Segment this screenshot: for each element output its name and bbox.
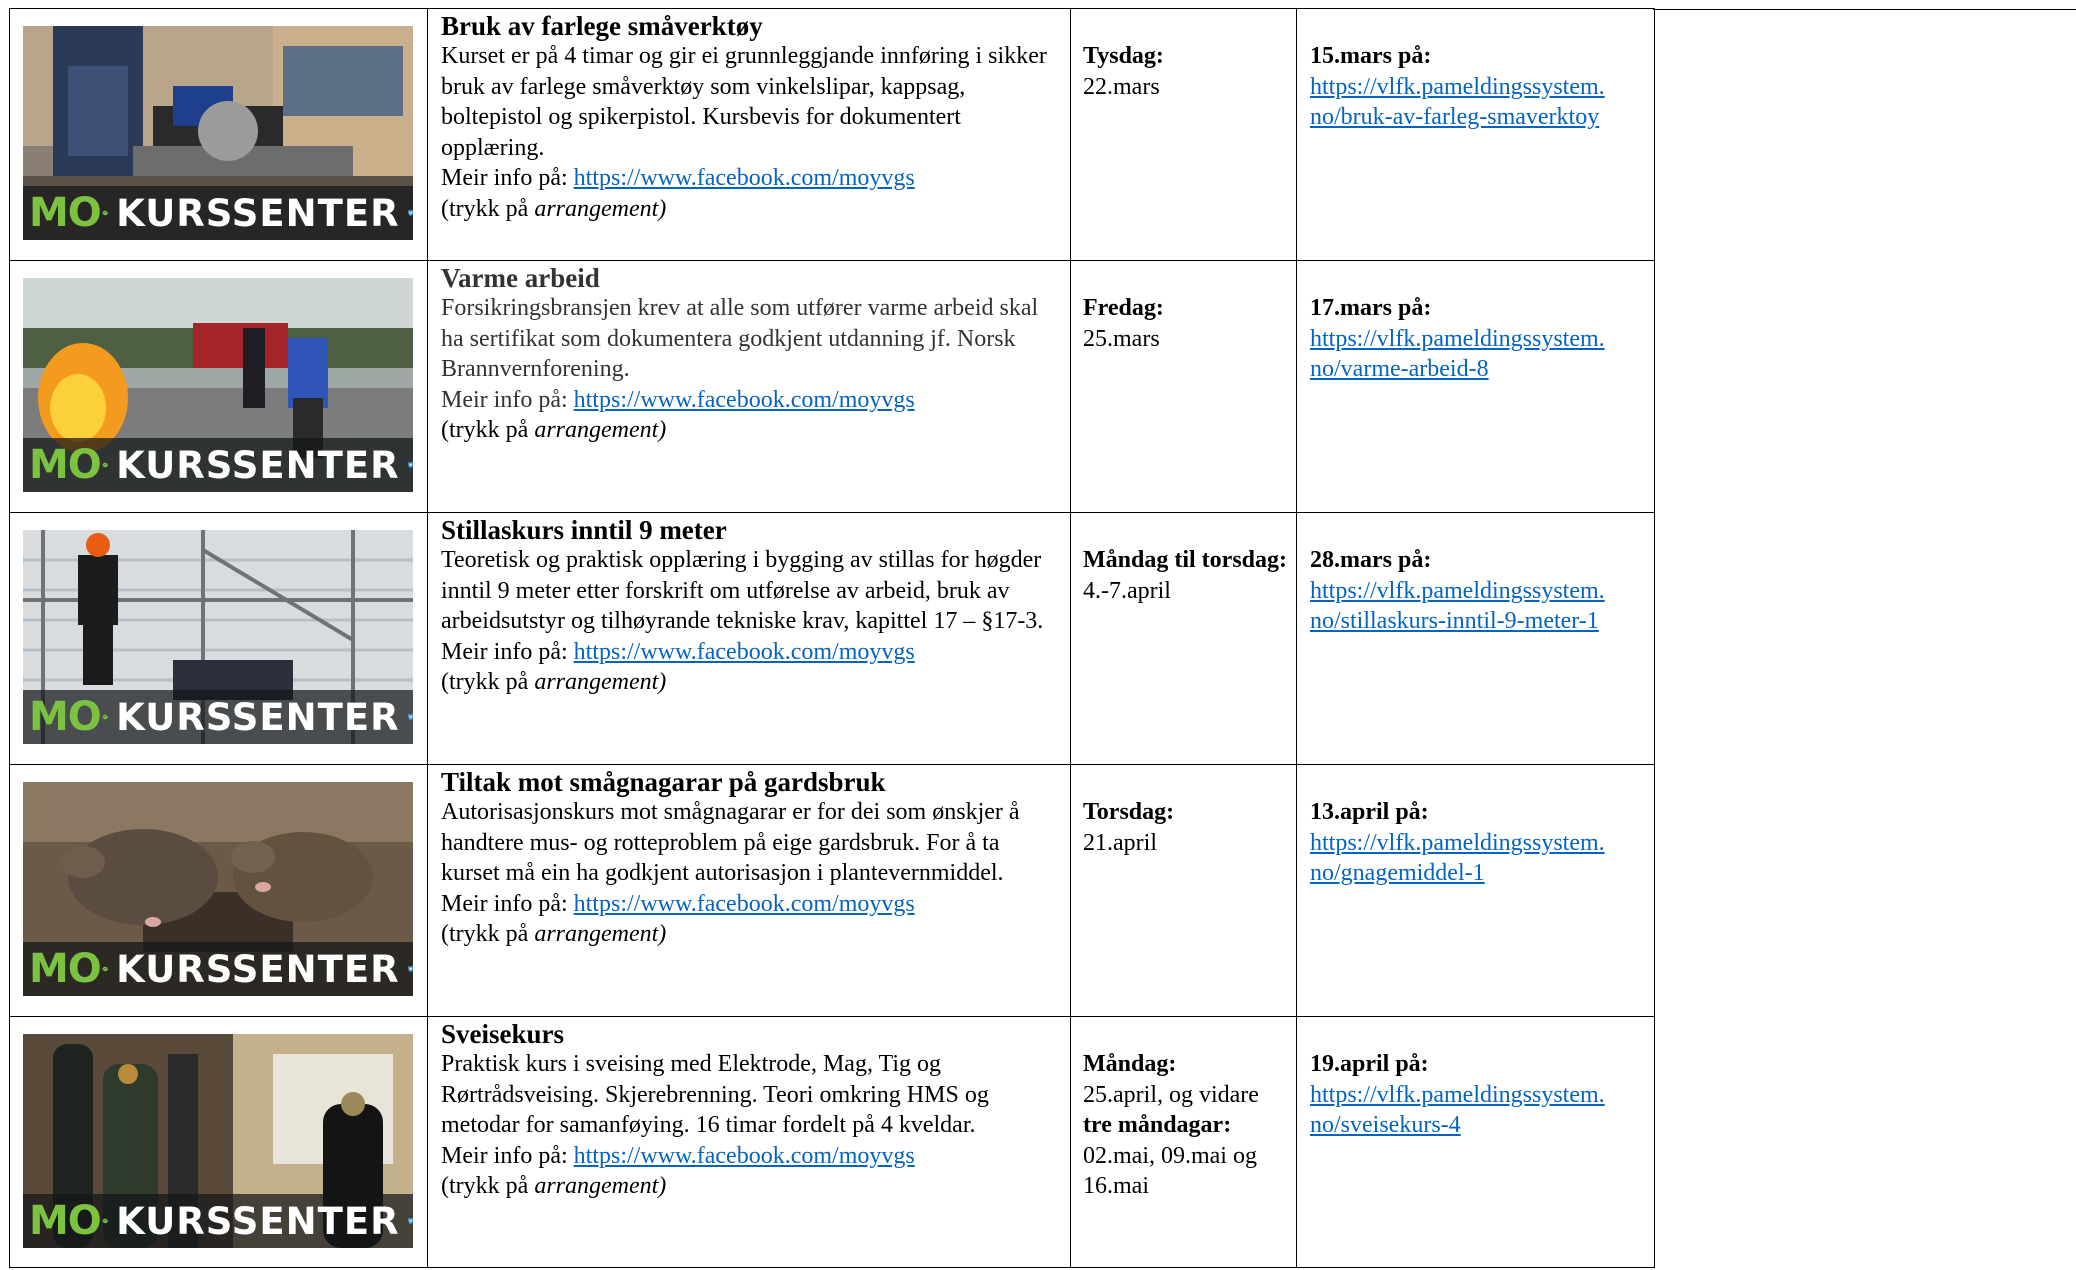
course-image-cell [10, 9, 428, 261]
course-description [428, 513, 1071, 765]
arrangement-note [441, 667, 1060, 698]
registration-cell [1297, 513, 1655, 765]
top-rule [1653, 9, 2076, 10]
note-prefix: (trykk på [441, 669, 535, 695]
course-title: Bruk av farlege småverktøy [441, 11, 763, 41]
info-line [441, 163, 1060, 194]
leaf-icon [102, 454, 108, 476]
info-label: Meir info på: [441, 890, 574, 917]
note-italic: arrangement) [534, 669, 667, 695]
note-italic: arrangement) [534, 921, 667, 947]
course-row [10, 1017, 1655, 1268]
course-day: Måndag til torsdag: [1083, 547, 1287, 573]
course-day: Tysdag: [1083, 43, 1164, 69]
course-date [1071, 513, 1297, 765]
registration-link[interactable]: https://vlfk.pameldingssystem. no/varme-arbeid-8 [1310, 325, 1605, 382]
note-italic: arrangement) [534, 1173, 667, 1199]
course-date [1071, 1017, 1297, 1268]
info-label: Meir info på: [441, 165, 574, 191]
course-date [1071, 261, 1297, 513]
course-image-rodents [23, 782, 413, 996]
note-italic: arrangement) [534, 417, 667, 443]
arrangement-note [441, 919, 1060, 950]
registration-cell [1297, 9, 1655, 261]
course-date-text: 22.mars [1083, 73, 1160, 100]
course-row [10, 513, 1655, 765]
registration-link[interactable]: https://vlfk.pameldingssystem. no/sveisekurs-4 [1310, 1081, 1605, 1138]
kurssenter-label: KURSSENTER [116, 1199, 400, 1243]
mo-logo-text: MO [29, 946, 101, 992]
registration-deadline: 19.april på: [1310, 1051, 1429, 1077]
course-image-power-tool [23, 26, 413, 240]
course-image-cell [10, 1017, 428, 1268]
course-body: Teoretisk og praktisk opplæring i bygging av stillas for høgder inntil 9 meter etter forskrift om utførelse av arbeid, bruk av arbeidsutstyr og tilhøyrande tekniske krav, kapittel 17 – §17-3. [441, 547, 1044, 634]
info-line [441, 1141, 1060, 1172]
course-description [428, 765, 1071, 1017]
kurssenter-label: KURSSENTER [116, 191, 400, 235]
registration-cell [1297, 261, 1655, 513]
course-image-hot-work [23, 278, 413, 492]
kurssenter-logo [23, 438, 413, 492]
note-prefix: (trykk på [441, 921, 535, 947]
course-day: Torsdag: [1083, 799, 1175, 825]
course-image-cell [10, 261, 428, 513]
course-date [1071, 765, 1297, 1017]
course-image-cell [10, 765, 428, 1017]
registration-deadline: 17.mars på: [1310, 295, 1432, 321]
info-label: Meir info på: [441, 638, 574, 665]
course-row [10, 261, 1655, 513]
facebook-link[interactable]: https://www.facebook.com/moyvgs [573, 638, 915, 665]
mo-logo-text: MO [29, 190, 101, 236]
course-description [428, 261, 1071, 513]
note-prefix: (trykk på [441, 195, 535, 222]
registration-cell [1297, 765, 1655, 1017]
course-title: Tiltak mot smågnagarar på gardsbruk [441, 767, 886, 797]
facebook-link[interactable]: https://www.facebook.com/moyvgs [573, 386, 915, 413]
course-row [10, 765, 1655, 1017]
course-body: Kurset er på 4 timar og gir ei grunnleggjande innføring i sikker bruk av farlege småverktøy som vinkelslipar, kappsag, boltepistol og spikerpistol. Kursbevis for dokumentert opplæring. [441, 43, 1047, 161]
facebook-link[interactable]: https://www.facebook.com/moyvgs [573, 890, 915, 917]
note-prefix: (trykk på [441, 417, 535, 443]
course-title: Stillaskurs inntil 9 meter [441, 515, 727, 545]
kurssenter-logo [23, 186, 413, 240]
note-italic: arrangement) [534, 195, 667, 222]
arrangement-note [441, 1171, 1060, 1202]
registration-deadline: 13.april på: [1310, 799, 1429, 825]
info-line [441, 637, 1060, 668]
leaf-icon [102, 202, 108, 224]
registration-link[interactable]: https://vlfk.pameldingssystem. no/gnagemiddel-1 [1310, 829, 1605, 886]
course-image-welding [23, 1034, 413, 1248]
course-date-text: 4.-7.april [1083, 577, 1171, 604]
shield-icon [408, 704, 413, 730]
kurssenter-label: KURSSENTER [116, 695, 400, 739]
registration-deadline: 15.mars på: [1310, 43, 1432, 69]
course-description [428, 1017, 1071, 1268]
course-day: Fredag: [1083, 295, 1164, 321]
leaf-icon [102, 706, 108, 728]
course-day: Måndag: [1083, 1051, 1177, 1077]
info-label: Meir info på: [441, 1142, 574, 1169]
course-image-cell [10, 513, 428, 765]
kurssenter-label: KURSSENTER [116, 443, 400, 487]
facebook-link[interactable]: https://www.facebook.com/moyvgs [573, 165, 915, 191]
course-date-text: 25.mars [1083, 325, 1160, 352]
registration-cell [1297, 1017, 1655, 1268]
mo-logo-text: MO [29, 442, 101, 488]
kurssenter-label: KURSSENTER [116, 947, 400, 991]
course-date-text-2: 02.mai, 09.mai og 16.mai [1083, 1142, 1257, 1199]
course-body: Praktisk kurs i sveising med Elektrode, Mag, Tig og Rørtrådsveising. Skjerebrenning. Teori omkring HMS og metodar for samanføying. 16 timar fordelt på 4 kveldar. [441, 1051, 989, 1138]
course-date-text: 21.april [1083, 829, 1157, 856]
course-date-text: 25.april, og vidare [1083, 1081, 1259, 1108]
mo-logo-text: MO [29, 1198, 101, 1244]
info-label: Meir info på: [441, 386, 574, 413]
mo-logo-text: MO [29, 694, 101, 740]
shield-icon [408, 200, 413, 226]
info-line [441, 889, 1060, 920]
course-body: Autorisasjonskurs mot smågnagarar er for dei som ønskjer å handtere mus- og rotteproblem på eige gardsbruk. For å ta kurset må ein ha godkjent autorisasjon i plantevernmiddel. [441, 799, 1020, 886]
leaf-icon [102, 958, 108, 980]
course-day-2: tre måndagar: [1083, 1112, 1232, 1138]
kurssenter-logo [23, 1194, 413, 1248]
course-row [10, 9, 1655, 261]
facebook-link[interactable]: https://www.facebook.com/moyvgs [573, 1142, 915, 1169]
shield-icon [408, 956, 413, 982]
note-prefix: (trykk på [441, 1173, 535, 1199]
course-date [1071, 9, 1297, 261]
arrangement-note [441, 194, 1060, 225]
course-image-scaffolding [23, 530, 413, 744]
course-table [9, 8, 1655, 1268]
course-title: Sveisekurs [441, 1019, 565, 1049]
course-body: Forsikringsbransjen krev at alle som utfører varme arbeid skal ha sertifikat som dokumentera godkjent utdanning jf. Norsk Brannvernforening. [441, 295, 1039, 382]
registration-deadline: 28.mars på: [1310, 547, 1432, 573]
course-description [428, 9, 1071, 261]
kurssenter-logo [23, 942, 413, 996]
info-line [441, 385, 1060, 416]
kurssenter-logo [23, 690, 413, 744]
course-title: Varme arbeid [441, 263, 600, 293]
leaf-icon [102, 1210, 108, 1232]
shield-icon [408, 452, 413, 478]
registration-link[interactable]: https://vlfk.pameldingssystem. no/bruk-av-farleg-smaverktoy [1310, 73, 1605, 130]
shield-icon [408, 1208, 413, 1234]
registration-link[interactable]: https://vlfk.pameldingssystem. no/stillaskurs-inntil-9-meter-1 [1310, 577, 1605, 634]
arrangement-note [441, 415, 1060, 446]
